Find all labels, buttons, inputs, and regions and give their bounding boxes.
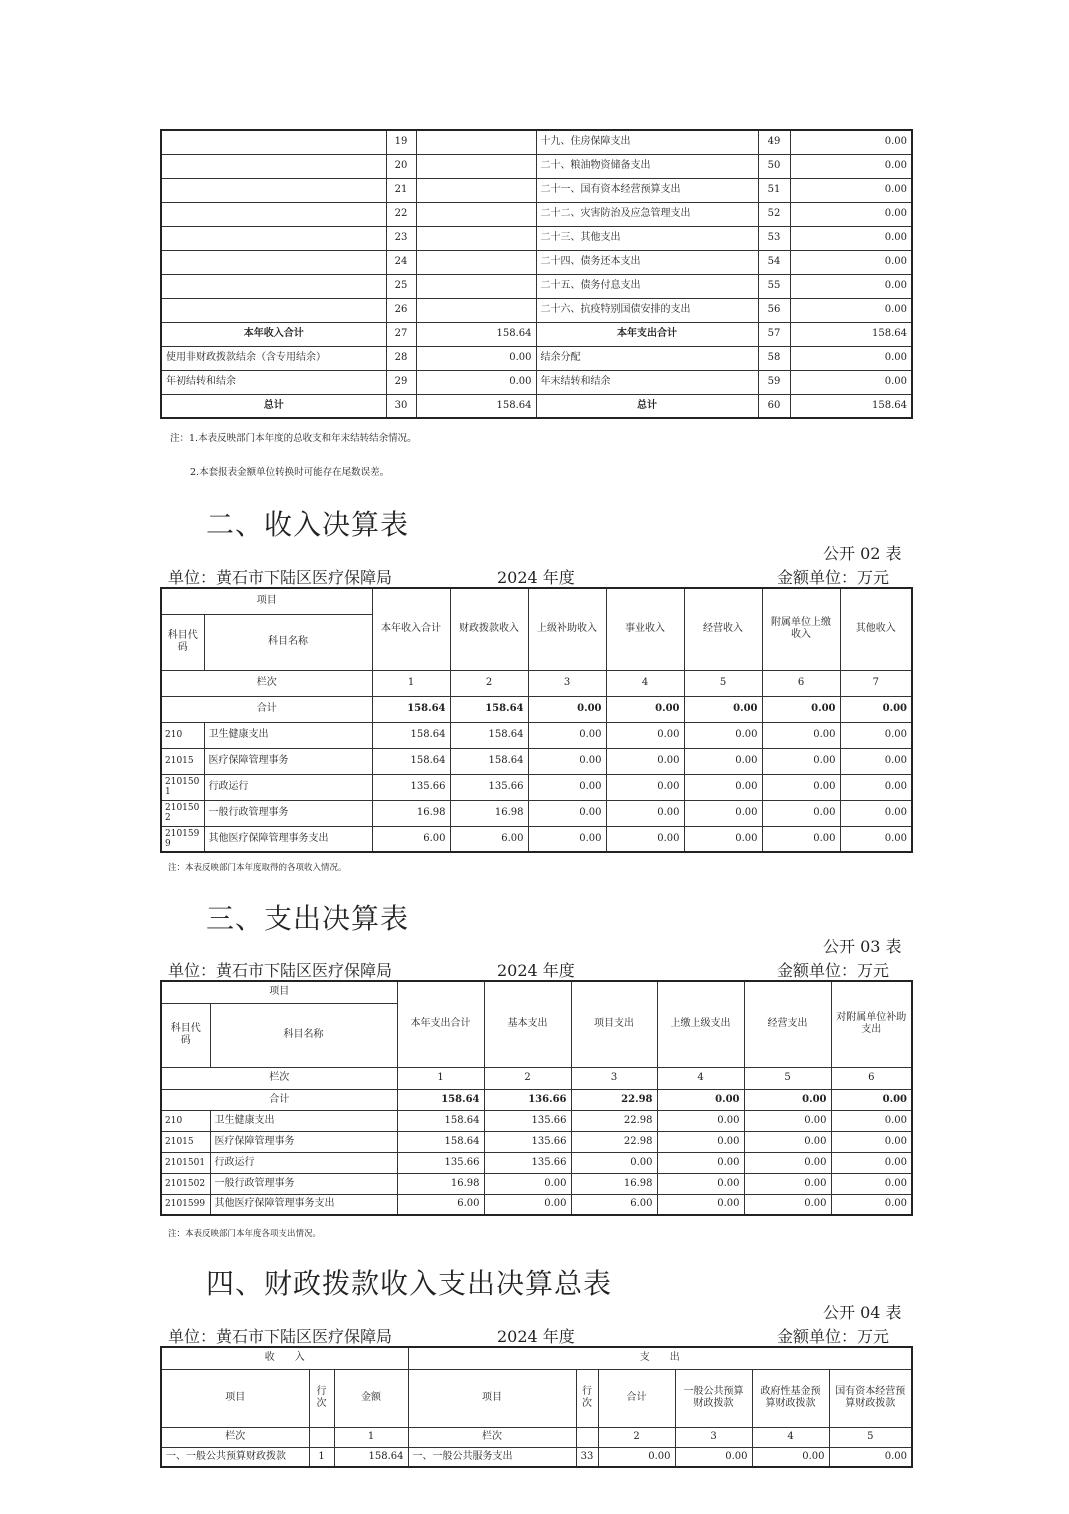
income-row-value: 0.00: [684, 826, 762, 852]
expense-row-code: 21015: [161, 1131, 210, 1152]
income-lanci-1: 1: [372, 670, 450, 696]
expense-row: [161, 1173, 912, 1194]
expense-row-value: 0.00: [744, 1194, 831, 1215]
fiscal-out-line-header: 行次: [576, 1369, 598, 1427]
income-row-value: 0.00: [684, 722, 762, 748]
income-lanci-2: 2: [450, 670, 528, 696]
income-row: [161, 748, 912, 774]
income-row-value: 0.00: [840, 722, 912, 748]
summary-right-label: 二十一、国有资本经营预算支出: [536, 178, 758, 202]
summary-left-line: 26: [386, 298, 416, 322]
summary-left-amount: [416, 178, 536, 202]
income-row-value: 16.98: [450, 800, 528, 826]
summary-left-amount: [416, 130, 536, 154]
section2-note: 注：本表反映部门本年度取得的各项收入情况。: [168, 863, 347, 873]
income-total-value: 0.00: [528, 696, 606, 722]
income-lanci-3: 3: [528, 670, 606, 696]
summary-right-label: 总计: [536, 394, 758, 418]
expense-total-value: 0.00: [744, 1089, 831, 1110]
income-total-value: 158.64: [372, 696, 450, 722]
summary-right-line: 58: [758, 346, 790, 370]
income-row-value: 0.00: [684, 800, 762, 826]
expense-total-value: 0.00: [831, 1089, 912, 1110]
income-header-item: 项目: [161, 588, 372, 614]
summary-row: [161, 250, 912, 274]
section2-currency: 金额单位：万元: [777, 568, 890, 587]
expense-row: [161, 1194, 912, 1215]
expense-row-name: 行政运行: [210, 1152, 397, 1173]
income-row-value: 0.00: [528, 800, 606, 826]
summary-row: [161, 202, 912, 226]
summary-left-label: [161, 202, 386, 226]
income-row-value: 0.00: [762, 748, 840, 774]
expense-row-value: 0.00: [657, 1194, 744, 1215]
expense-lanci-6: 6: [831, 1067, 912, 1089]
summary-row: [161, 130, 912, 154]
summary-row: [161, 298, 912, 322]
income-row-value: 0.00: [840, 800, 912, 826]
table1-note-2: 2.本套报表金额单位转换时可能存在尾数误差。: [190, 467, 390, 478]
expense-table: [160, 980, 913, 1216]
income-row-value: 6.00: [372, 826, 450, 852]
income-lanci-4: 4: [606, 670, 684, 696]
summary-left-line: 27: [386, 322, 416, 346]
expense-row-value: 0.00: [744, 1173, 831, 1194]
summary-right-amount: 0.00: [790, 250, 912, 274]
income-row-code: 210: [161, 722, 204, 748]
income-row-name: 一般行政管理事务: [204, 800, 372, 826]
section2-year: 2024 年度: [497, 568, 575, 587]
expense-row-value: 0.00: [744, 1110, 831, 1131]
summary-right-amount: 0.00: [790, 346, 912, 370]
section4-form-no: 公开 04 表: [823, 1303, 902, 1322]
expense-row-name: 卫生健康支出: [210, 1110, 397, 1131]
summary-left-label: 使用非财政拨款结余（含专用结余）: [161, 346, 386, 370]
summary-right-label: 二十四、债务还本支出: [536, 250, 758, 274]
fiscal-lanci-4: 4: [752, 1427, 829, 1447]
expense-total-value: 136.66: [484, 1089, 571, 1110]
expense-total-value: 22.98: [571, 1089, 657, 1110]
expense-row-value: 22.98: [571, 1131, 657, 1152]
income-row-value: 135.66: [372, 774, 450, 800]
expense-header-col-5: 经营支出: [744, 981, 831, 1067]
summary-right-label: 二十六、抗疫特别国债安排的支出: [536, 298, 758, 322]
expense-row-name: 其他医疗保障管理事务支出: [210, 1194, 397, 1215]
summary-right-label: 年末结转和结余: [536, 370, 758, 394]
summary-left-amount: [416, 154, 536, 178]
income-row-value: 0.00: [528, 722, 606, 748]
income-row-value: 0.00: [762, 722, 840, 748]
summary-row: [161, 154, 912, 178]
income-row-name: 其他医疗保障管理事务支出: [204, 826, 372, 852]
section4-title: 四、财政拨款收入支出决算总表: [206, 1267, 613, 1300]
expense-row-value: 135.66: [484, 1110, 571, 1131]
summary-left-line: 22: [386, 202, 416, 226]
summary-left-line: 23: [386, 226, 416, 250]
summary-left-label: [161, 226, 386, 250]
expense-lanci-2: 2: [484, 1067, 571, 1089]
income-lanci-6: 6: [762, 670, 840, 696]
summary-row: [161, 346, 912, 370]
income-row: [161, 826, 912, 852]
summary-left-label: 本年收入合计: [161, 322, 386, 346]
summary-right-label: 本年支出合计: [536, 322, 758, 346]
fiscal-lanci-2: 2: [598, 1427, 675, 1447]
summary-left-label: [161, 298, 386, 322]
income-row-value: 0.00: [528, 774, 606, 800]
summary-right-line: 52: [758, 202, 790, 226]
fiscal-gf-header: 政府性基金预算财政拨款: [752, 1369, 829, 1427]
summary-right-line: 54: [758, 250, 790, 274]
income-row-value: 0.00: [684, 774, 762, 800]
expense-lanci-3: 3: [571, 1067, 657, 1089]
summary-row: [161, 226, 912, 250]
expense-header-col-4: 上缴上级支出: [657, 981, 744, 1067]
summary-right-line: 56: [758, 298, 790, 322]
expense-row-value: 22.98: [571, 1110, 657, 1131]
income-header-col-2: 财政拨款收入: [450, 588, 528, 670]
fiscal-total-header: 合计: [598, 1369, 675, 1427]
fiscal-lanci-left: 栏次: [161, 1427, 309, 1447]
summary-left-amount: [416, 250, 536, 274]
income-table: [160, 587, 913, 853]
income-total-value: 0.00: [840, 696, 912, 722]
fiscal-lanci-5: 5: [829, 1427, 912, 1447]
income-row-value: 0.00: [840, 826, 912, 852]
summary-right-amount: 0.00: [790, 178, 912, 202]
income-row-name: 行政运行: [204, 774, 372, 800]
summary-left-amount: 158.64: [416, 394, 536, 418]
expense-header-code: 科目代码: [161, 1003, 210, 1067]
expense-row-value: 6.00: [571, 1194, 657, 1215]
expense-row-name: 医疗保障管理事务: [210, 1131, 397, 1152]
income-row-name: 医疗保障管理事务: [204, 748, 372, 774]
income-row-value: 0.00: [606, 800, 684, 826]
income-row-value: 6.00: [450, 826, 528, 852]
section3-title: 三、支出决算表: [206, 902, 410, 935]
summary-row: [161, 370, 912, 394]
income-row-code: 2101501: [161, 774, 204, 800]
expense-row-value: 0.00: [657, 1131, 744, 1152]
summary-left-label: [161, 178, 386, 202]
income-header-col-5: 经营收入: [684, 588, 762, 670]
summary-right-label: 二十、粮油物资储备支出: [536, 154, 758, 178]
expense-row-value: 0.00: [831, 1110, 912, 1131]
income-row-value: 158.64: [450, 748, 528, 774]
section3-year: 2024 年度: [497, 961, 575, 980]
summary-right-line: 60: [758, 394, 790, 418]
income-row-value: 16.98: [372, 800, 450, 826]
expense-total-label: 合计: [161, 1089, 397, 1110]
income-row: [161, 800, 912, 826]
income-row-value: 0.00: [684, 748, 762, 774]
income-row-value: 0.00: [762, 800, 840, 826]
section4-year: 2024 年度: [497, 1327, 575, 1346]
fiscal-expense-header: 支 出: [408, 1347, 912, 1369]
fiscal-row-in-amount: 158.64: [334, 1447, 408, 1467]
fiscal-row-gf: 0.00: [752, 1447, 829, 1467]
fiscal-in-amount-header: 金额: [334, 1369, 408, 1427]
expense-row-value: 0.00: [484, 1194, 571, 1215]
summary-right-line: 55: [758, 274, 790, 298]
expense-lanci-1: 1: [397, 1067, 484, 1089]
fiscal-in-line-header: 行次: [309, 1369, 334, 1427]
summary-right-amount: 0.00: [790, 298, 912, 322]
section2-title: 二、收入决算表: [206, 508, 410, 541]
expense-header-col-6: 对附属单位补助支出: [831, 981, 912, 1067]
expense-row: [161, 1152, 912, 1173]
fiscal-row-soe: 0.00: [829, 1447, 912, 1467]
fiscal-row-in-item: 一、一般公共预算财政拨款: [161, 1447, 309, 1467]
expense-row-value: 0.00: [657, 1110, 744, 1131]
expense-header-col-2: 基本支出: [484, 981, 571, 1067]
summary-right-amount: 158.64: [790, 394, 912, 418]
expense-row-value: 0.00: [484, 1173, 571, 1194]
summary-right-label: 二十三、其他支出: [536, 226, 758, 250]
section4-unit: 单位：黄石市下陆区医疗保障局: [168, 1327, 393, 1346]
summary-row: [161, 178, 912, 202]
expense-lanci-label: 栏次: [161, 1067, 397, 1089]
summary-left-label: [161, 274, 386, 298]
section2-unit: 单位：黄石市下陆区医疗保障局: [168, 568, 393, 587]
fiscal-soe-header: 国有资本经营预算财政拨款: [829, 1369, 912, 1427]
income-row-code: 21015: [161, 748, 204, 774]
expense-row-value: 0.00: [831, 1194, 912, 1215]
section3-note: 注：本表反映部门本年度各项支出情况。: [168, 1229, 322, 1239]
fiscal-lanci-empty-1: [309, 1427, 334, 1447]
summary-right-line: 51: [758, 178, 790, 202]
income-total-value: 0.00: [606, 696, 684, 722]
income-total-value: 158.64: [450, 696, 528, 722]
income-row-value: 158.64: [450, 722, 528, 748]
fiscal-summary-table: [160, 1346, 913, 1468]
income-row-value: 0.00: [840, 748, 912, 774]
expense-row-value: 135.66: [484, 1131, 571, 1152]
summary-left-label: 年初结转和结余: [161, 370, 386, 394]
fiscal-row-in-line: 1: [309, 1447, 334, 1467]
expense-row-code: 2101599: [161, 1194, 210, 1215]
expense-header-item: 项目: [161, 981, 397, 1003]
expense-header-col-3: 项目支出: [571, 981, 657, 1067]
expense-row-value: 158.64: [397, 1131, 484, 1152]
expense-row-value: 135.66: [484, 1152, 571, 1173]
expense-row-value: 0.00: [744, 1131, 831, 1152]
income-total-value: 0.00: [762, 696, 840, 722]
summary-right-line: 50: [758, 154, 790, 178]
summary-left-line: 29: [386, 370, 416, 394]
expense-row-code: 2101501: [161, 1152, 210, 1173]
income-row-value: 135.66: [450, 774, 528, 800]
income-row-value: 158.64: [372, 722, 450, 748]
income-header-col-4: 事业收入: [606, 588, 684, 670]
income-row-code: 2101502: [161, 800, 204, 826]
expense-lanci-5: 5: [744, 1067, 831, 1089]
expense-row-value: 0.00: [657, 1152, 744, 1173]
summary-left-amount: 0.00: [416, 370, 536, 394]
summary-left-amount: 158.64: [416, 322, 536, 346]
summary-left-amount: [416, 226, 536, 250]
income-row-code: 2101599: [161, 826, 204, 852]
income-header-col-3: 上级补助收入: [528, 588, 606, 670]
summary-left-amount: 0.00: [416, 346, 536, 370]
summary-right-label: 十九、住房保障支出: [536, 130, 758, 154]
summary-left-amount: [416, 274, 536, 298]
income-row-value: 0.00: [840, 774, 912, 800]
summary-right-amount: 0.00: [790, 226, 912, 250]
income-row-value: 0.00: [762, 826, 840, 852]
summary-right-amount: 158.64: [790, 322, 912, 346]
fiscal-gp-header: 一般公共预算财政拨款: [675, 1369, 752, 1427]
table1-note-1: 注：1.本表反映部门本年度的总收支和年末结转结余情况。: [170, 433, 417, 444]
income-total-value: 0.00: [684, 696, 762, 722]
income-lanci-5: 5: [684, 670, 762, 696]
expense-row-value: 0.00: [657, 1173, 744, 1194]
expense-row: [161, 1110, 912, 1131]
summary-left-line: 25: [386, 274, 416, 298]
income-lanci-7: 7: [840, 670, 912, 696]
expense-row-value: 0.00: [571, 1152, 657, 1173]
summary-row: [161, 274, 912, 298]
fiscal-income-header: 收 入: [161, 1347, 408, 1369]
summary-left-label: 总计: [161, 394, 386, 418]
income-row-value: 0.00: [528, 826, 606, 852]
summary-right-label: 二十二、灾害防治及应急管理支出: [536, 202, 758, 226]
summary-left-label: [161, 250, 386, 274]
summary-left-line: 21: [386, 178, 416, 202]
summary-left-line: 24: [386, 250, 416, 274]
summary-row: [161, 394, 912, 418]
summary-right-amount: 0.00: [790, 274, 912, 298]
expense-row: [161, 1131, 912, 1152]
fiscal-lanci-1: 1: [334, 1427, 408, 1447]
summary-right-line: 57: [758, 322, 790, 346]
summary-left-label: [161, 130, 386, 154]
section3-currency: 金额单位：万元: [777, 961, 890, 980]
expense-row-name: 一般行政管理事务: [210, 1173, 397, 1194]
summary-right-amount: 0.00: [790, 130, 912, 154]
summary-right-label: 结余分配: [536, 346, 758, 370]
expense-row-value: 0.00: [831, 1131, 912, 1152]
fiscal-row-total: 0.00: [598, 1447, 675, 1467]
income-row-value: 158.64: [372, 748, 450, 774]
summary-row: [161, 322, 912, 346]
summary-left-line: 20: [386, 154, 416, 178]
fiscal-lanci-3: 3: [675, 1427, 752, 1447]
expense-row-value: 0.00: [744, 1152, 831, 1173]
section4-currency: 金额单位：万元: [777, 1327, 890, 1346]
expense-row-code: 2101502: [161, 1173, 210, 1194]
summary-left-line: 19: [386, 130, 416, 154]
income-row: [161, 722, 912, 748]
expense-row-value: 135.66: [397, 1152, 484, 1173]
expense-header-col-1: 本年支出合计: [397, 981, 484, 1067]
income-row-value: 0.00: [606, 774, 684, 800]
fiscal-row-out-line: 33: [576, 1447, 598, 1467]
expense-total-value: 158.64: [397, 1089, 484, 1110]
expense-row-value: 0.00: [831, 1152, 912, 1173]
income-row-value: 0.00: [606, 722, 684, 748]
summary-right-line: 53: [758, 226, 790, 250]
fiscal-in-item-header: 项目: [161, 1369, 309, 1427]
fiscal-lanci-right: 栏次: [408, 1427, 576, 1447]
fiscal-lanci-empty-2: [576, 1427, 598, 1447]
summary-left-amount: [416, 202, 536, 226]
expense-lanci-4: 4: [657, 1067, 744, 1089]
summary-left-line: 30: [386, 394, 416, 418]
expense-row-value: 16.98: [571, 1173, 657, 1194]
expense-row-value: 6.00: [397, 1194, 484, 1215]
summary-right-amount: 0.00: [790, 202, 912, 226]
fiscal-out-item-header: 项目: [408, 1369, 576, 1427]
income-row-value: 0.00: [528, 748, 606, 774]
expense-row-value: 158.64: [397, 1110, 484, 1131]
income-row: [161, 774, 912, 800]
summary-right-line: 49: [758, 130, 790, 154]
summary-left-label: [161, 154, 386, 178]
fiscal-row-out-item: 一、一般公共服务支出: [408, 1447, 576, 1467]
expense-total-value: 0.00: [657, 1089, 744, 1110]
income-header-col-7: 其他收入: [840, 588, 912, 670]
summary-right-amount: 0.00: [790, 370, 912, 394]
summary-table: [160, 129, 913, 419]
income-total-label: 合计: [161, 696, 372, 722]
income-lanci-label: 栏次: [161, 670, 372, 696]
income-row-name: 卫生健康支出: [204, 722, 372, 748]
fiscal-row-gp: 0.00: [675, 1447, 752, 1467]
section2-form-no: 公开 02 表: [823, 544, 902, 563]
expense-header-name: 科目名称: [210, 1003, 397, 1067]
expense-row-code: 210: [161, 1110, 210, 1131]
section3-unit: 单位：黄石市下陆区医疗保障局: [168, 961, 393, 980]
income-header-code: 科目代码: [161, 614, 204, 670]
summary-right-label: 二十五、债务付息支出: [536, 274, 758, 298]
income-header-col-6: 附属单位上缴收入: [762, 588, 840, 670]
income-header-name: 科目名称: [204, 614, 372, 670]
income-header-col-1: 本年收入合计: [372, 588, 450, 670]
summary-left-line: 28: [386, 346, 416, 370]
income-row-value: 0.00: [606, 748, 684, 774]
section3-form-no: 公开 03 表: [823, 937, 902, 956]
expense-row-value: 0.00: [831, 1173, 912, 1194]
summary-right-line: 59: [758, 370, 790, 394]
summary-left-amount: [416, 298, 536, 322]
summary-right-amount: 0.00: [790, 154, 912, 178]
expense-row-value: 16.98: [397, 1173, 484, 1194]
income-row-value: 0.00: [606, 826, 684, 852]
income-row-value: 0.00: [762, 774, 840, 800]
